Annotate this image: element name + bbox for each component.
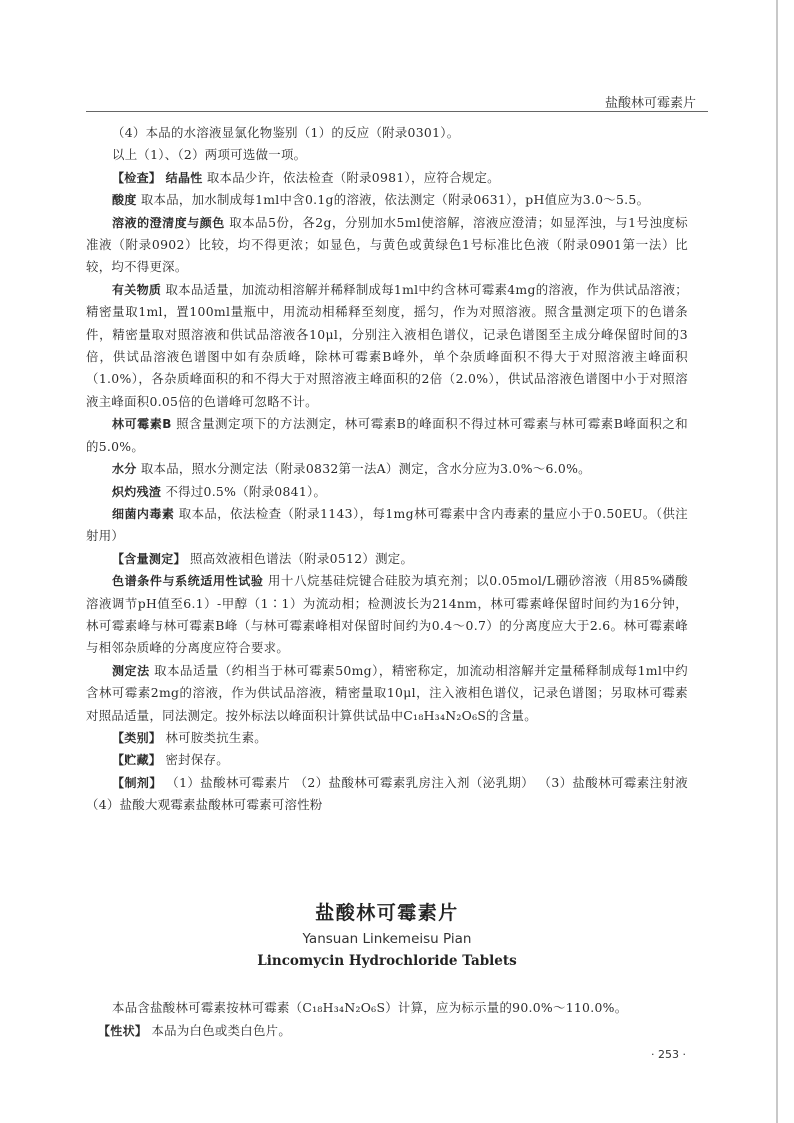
paragraph-text: 取本品5份，各2g，分别加水5ml使溶解，溶液应澄清；如显浑浊，与1号浊度标准液（附录0902）比较，均不得更浓；如显色，与黄色或黄绿色1号标准比色液（附录0901第一法）比较，均不得更深。 [86, 214, 688, 275]
paragraph-storage [86, 749, 688, 771]
paragraph-text: 照含量测定项下的方法测定，林可霉素B的峰面积不得过林可霉素与林可霉素B峰面积之和的5.0%。 [86, 416, 688, 454]
paragraph-identification-4 [86, 122, 688, 144]
paragraph-chromatographic-conditions [86, 570, 688, 660]
section-label: 【含量测定】 [112, 551, 186, 566]
item-label: 色谱条件与系统适用性试验 [112, 574, 264, 589]
section-label: 【性状】 [98, 1024, 148, 1038]
tablet-description [86, 1019, 688, 1043]
paragraph-lincomycin-b [86, 413, 688, 458]
item-label: 测定法 [112, 663, 150, 678]
item-label: 溶液的澄清度与颜色 [112, 215, 225, 230]
paragraph-identification-note [86, 144, 688, 166]
paragraph-text: 取本品，照水分测定法（附录0832第一法A）测定，含水分应为3.0%～6.0%。 [136, 461, 591, 477]
paragraph-text: 照高效液相色谱法（附录0512）测定。 [185, 550, 414, 566]
tablet-monograph-body [86, 996, 688, 1043]
paragraph-text: 用十八烷基硅烷键合硅胶为填充剂；以0.05mol/L硼砂溶液（用85%磷酸溶液调节pH值至6.1）-甲醇（1∶1）为流动相；检测波长为214nm，林可霉素峰保留时间约为16分钟，林可霉素峰与林可霉素B峰（与林可霉素峰相对保留时间约为0.4～0.7）的分离度应大于2.6。林可霉素峰与相邻杂质峰的分离度应符合要求。 [86, 573, 688, 656]
section-label: 【检查】 结晶性 [112, 170, 203, 185]
paragraph-related-substances [86, 279, 688, 413]
paragraph-text: 本品为白色或类白色片。 [147, 1023, 292, 1038]
paragraph-text: 取本品，加水制成每1ml中含0.1g的溶液，依法测定（附录0631），pH值应为3.0～5.5。 [136, 192, 650, 208]
paragraph-procedure [86, 660, 688, 727]
paragraph-text: 以上（1）、（2）两项可选做一项。 [112, 147, 307, 163]
paragraph-residue [86, 481, 688, 503]
section-label: 【贮藏】 [112, 753, 162, 768]
paragraph-category [86, 727, 688, 749]
paragraph-crystallinity [86, 167, 688, 189]
paragraph-endotoxin [86, 503, 688, 548]
item-label: 水分 [112, 462, 137, 477]
paragraph-water [86, 458, 688, 480]
paragraph-clarity-color [86, 212, 688, 279]
paragraph-preparations [86, 772, 688, 817]
item-label: 酸度 [112, 193, 137, 208]
page-fold-shadow [776, 0, 778, 1123]
monograph-title-block [86, 900, 688, 972]
section-label: 【制剂】 [112, 775, 162, 790]
paragraph-text: 取本品少许，依法检查（附录0981），应符合规定。 [202, 169, 500, 185]
paragraph-text: 取本品适量（约相当于林可霉素50mg），精密称定，加流动相溶解并定量稀释制成每1ml中约含林可霉素2mg的溶液，作为供试品溶液，精密量取10μl，注入液相色谱仪，记录色谱图；另取林可霉素对照品适量，同法测定。按外标法以峰面积计算供试品中C₁₈H₃₄N₂O₆S的含量。 [86, 662, 688, 723]
paragraph-assay [86, 548, 688, 570]
item-label: 炽灼残渣 [112, 484, 162, 499]
monograph-title-pinyin: Yansuan Linkemeisu Pian [302, 931, 472, 947]
paragraph-text: （4）本品的水溶液显氯化物鉴别（1）的反应（附录0301）。 [112, 125, 460, 140]
running-header-title: 盐酸林可霉素片 [604, 96, 696, 111]
tablet-content-statement: 本品含盐酸林可霉素按林可霉素（C₁₈H₃₄N₂O₆S）计算，应为标示量的90.0%～110.0%。 [112, 1000, 628, 1015]
monograph-title-cn: 盐酸林可霉素片 [315, 902, 459, 924]
paragraph-acidity [86, 189, 688, 211]
paragraph-text: 不得过0.5%（附录0841）。 [161, 483, 327, 499]
section-label: 【类别】 [112, 730, 162, 745]
page-number: · 253 · [651, 1048, 686, 1061]
paragraph-text: 取本品，依法检查（附录1143），每1mg林可霉素中含内毒素的量应小于0.50EU。（供注射用） [86, 505, 688, 544]
paragraph-text: 取本品适量，加流动相溶解并稀释制成每1ml中约含林可霉素4mg的溶液，作为供试品溶液；精密量取1ml，置100ml量瓶中，用流动相稀释至刻度，摇匀，作为对照溶液。照含量测定项下的色谱条件，精密量取对照溶液和供试品溶液各10μl，分别注入液相色谱仪，记录色谱图至主成分峰保留时间的3倍，供试品溶液色谱图中如有杂质峰，除林可霉素B峰外，单个杂质峰面积不得大于对照溶液主峰面积（1.0%），各杂质峰面积的和不得大于对照溶液主峰面积的2倍（2.0%），供试品溶液色谱图中小于对照溶液主峰面积0.05倍的色谱峰可忽略不计。 [86, 281, 688, 409]
item-label: 林可霉素B [112, 417, 172, 432]
paragraph-text: （1）盐酸林可霉素片 （2）盐酸林可霉素乳房注入剂（泌乳期） （3）盐酸林可霉素注射液 （4）盐酸大观霉素盐酸林可霉素可溶性粉 [86, 774, 688, 813]
paragraph-text: 林可胺类抗生素。 [161, 729, 267, 745]
monograph-body [86, 122, 688, 817]
monograph-title-en: Lincomycin Hydrochloride Tablets [257, 953, 517, 969]
header-rule [86, 111, 708, 112]
item-label: 有关物质 [112, 282, 162, 297]
item-label: 细菌内毒素 [112, 506, 175, 521]
paragraph-text: 密封保存。 [161, 752, 229, 768]
